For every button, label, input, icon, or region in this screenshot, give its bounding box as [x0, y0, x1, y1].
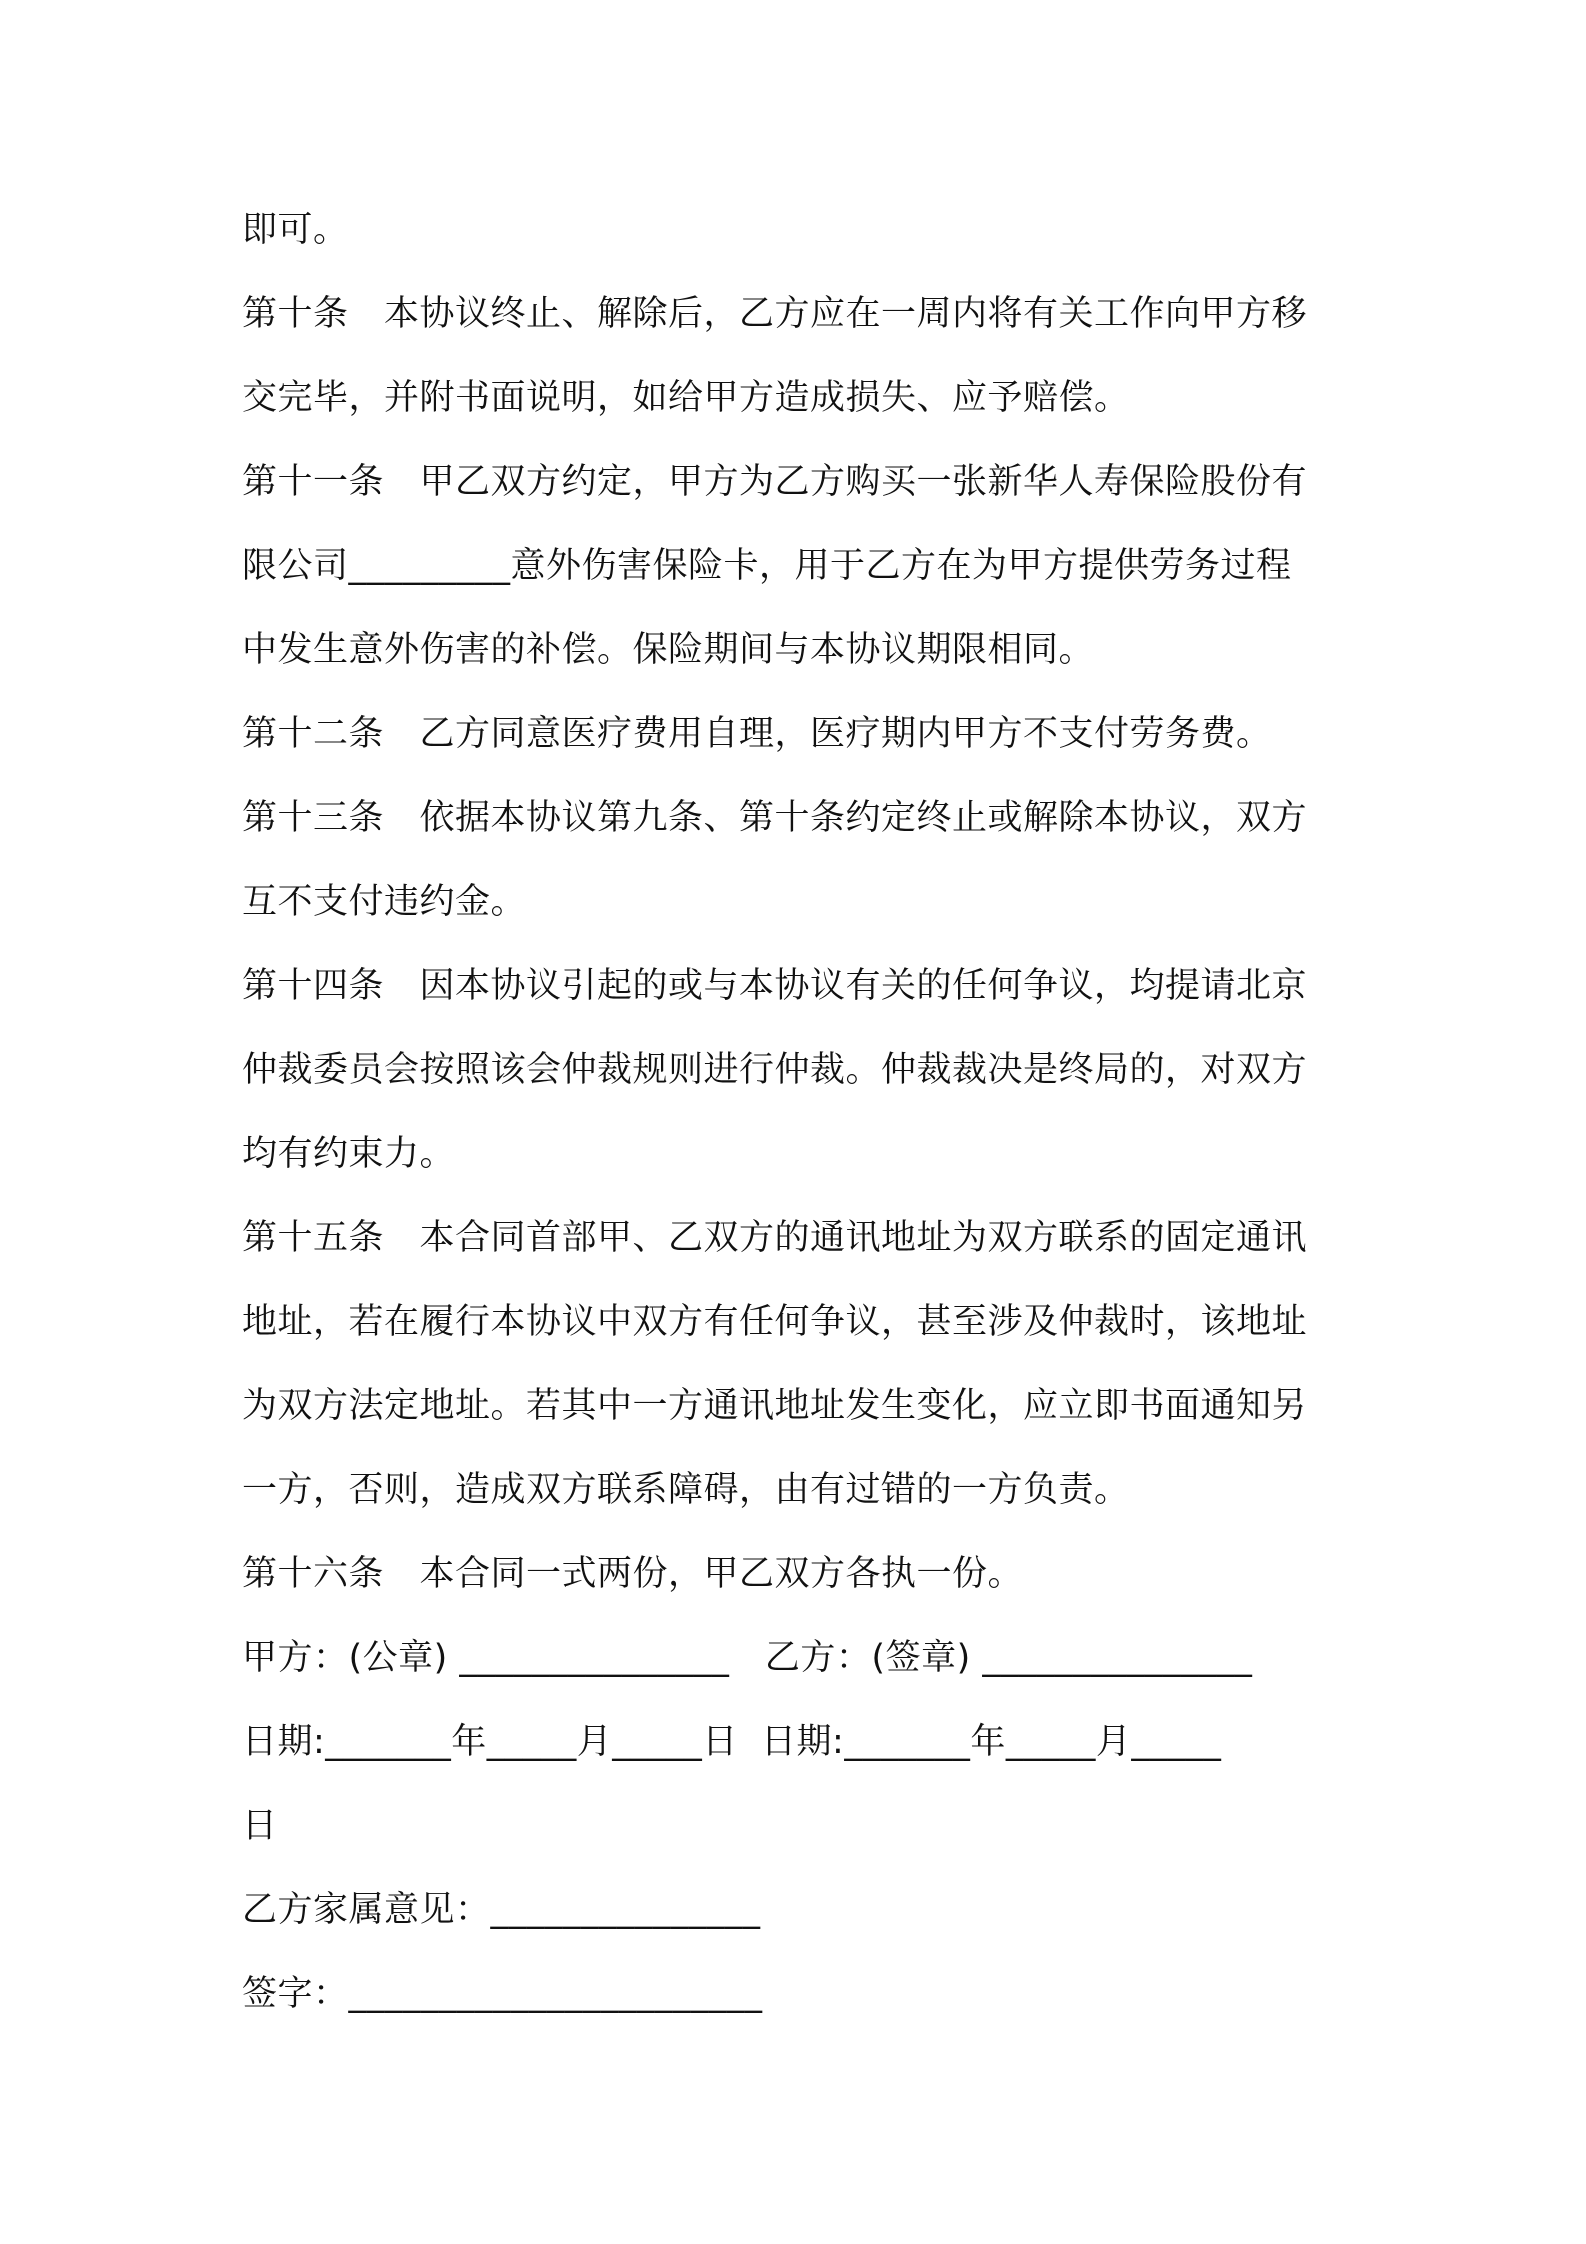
text-line: 第十二条 乙方同意医疗费用自理，医疗期内甲方不支付劳务费。 — [242, 714, 1272, 754]
text-line: 第十条 本协议终止、解除后，乙方应在一周内将有关工作向甲方移 — [242, 294, 1308, 334]
text-line: 限公司_________意外伤害保险卡，用于乙方在为甲方提供劳务过程 — [242, 546, 1292, 586]
text-line: 交完毕，并附书面说明，如给甲方造成损失、应予赔偿。 — [242, 378, 1130, 418]
signature-line: 签字：_______________________ — [242, 1974, 763, 2014]
text-line: 仲裁委员会按照该会仲裁规则进行仲裁。仲裁裁决是终局的，对双方 — [242, 1050, 1308, 1090]
text-line: 互不支付违约金。 — [242, 882, 527, 922]
text-line: 地址，若在履行本协议中双方有任何争议，甚至涉及仲裁时，该地址 — [242, 1302, 1308, 1342]
date-line-continued: 日 — [242, 1806, 278, 1846]
text-line: 一方，否则，造成双方联系障碍，由有过错的一方负责。 — [242, 1470, 1130, 1510]
text-line: 第十六条 本合同一式两份，甲乙双方各执一份。 — [242, 1554, 1024, 1594]
family-opinion-line: 乙方家属意见：_______________ — [242, 1890, 761, 1930]
text-line: 第十四条 因本协议引起的或与本协议有关的任何争议，均提请北京 — [242, 966, 1308, 1006]
signature-line-parties: 甲方：(公章) _______________ 乙方：(签章) _______________ — [242, 1638, 1253, 1678]
text-line: 均有约束力。 — [242, 1134, 456, 1174]
text-line: 即可。 — [242, 210, 349, 250]
text-line: 第十三条 依据本协议第九条、第十条约定终止或解除本协议，双方 — [242, 798, 1308, 838]
text-line: 第十一条 甲乙双方约定，甲方为乙方购买一张新华人寿保险股份有 — [242, 462, 1308, 502]
text-line: 为双方法定地址。若其中一方通讯地址发生变化，应立即书面通知另 — [242, 1386, 1308, 1426]
text-line: 中发生意外伤害的补偿。保险期间与本协议期限相同。 — [242, 630, 1095, 670]
date-line: 日期:_______年_____月_____日 日期:_______年_____月_____ — [242, 1722, 1222, 1762]
text-line: 第十五条 本合同首部甲、乙双方的通讯地址为双方联系的固定通讯 — [242, 1218, 1308, 1258]
